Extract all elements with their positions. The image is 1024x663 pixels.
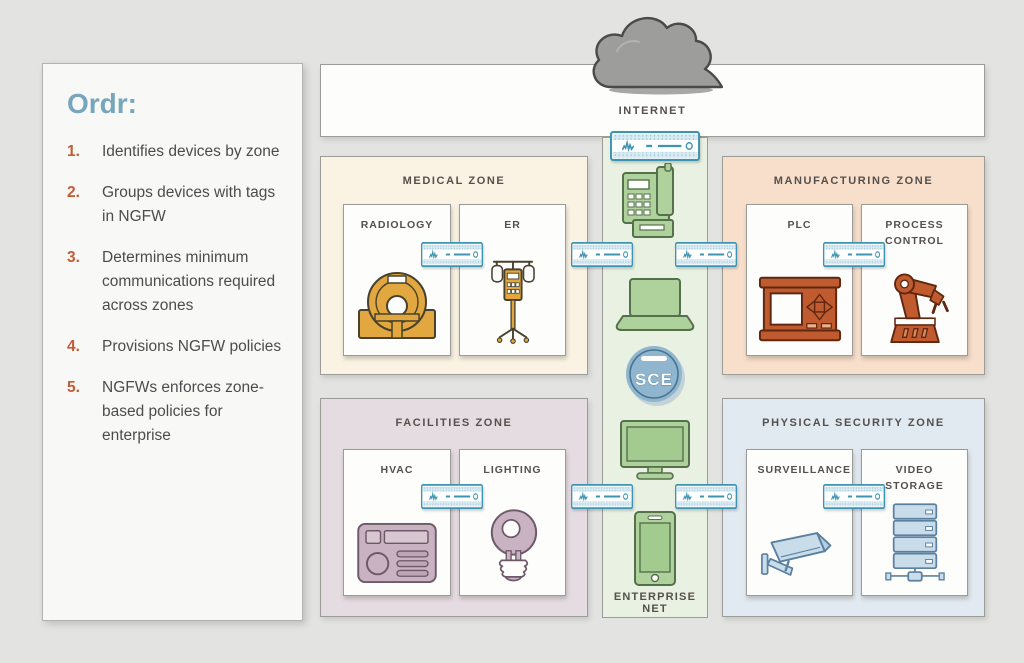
ngfw-firewall-icon [675, 484, 737, 509]
list-item-number: 1. [67, 143, 80, 160]
list-item [67, 335, 286, 359]
device-box-radiology [343, 204, 451, 356]
device-label: SURVEILLANCE [757, 464, 851, 476]
device-label: PROCESS CONTROL [885, 219, 944, 247]
device-label: HVAC [380, 464, 414, 476]
voip-phone-icon [613, 163, 697, 241]
ngfw-firewall-icon [421, 242, 483, 267]
robot-arm-icon [875, 264, 955, 344]
list-item-number: 4. [67, 338, 80, 356]
device-box-surveillance [746, 449, 853, 596]
laptop-icon [615, 277, 695, 333]
cctv-camera-icon [760, 526, 840, 584]
list-item-number: 2. [67, 184, 80, 202]
device-label: PLC [787, 219, 812, 231]
light-bulb-icon [486, 506, 540, 584]
smartphone-icon [631, 510, 679, 588]
list-item-text: Groups devices with tags in NGFW [102, 184, 276, 226]
zone-title: MANUFACTURING ZONE [773, 175, 934, 187]
device-box-process-control [861, 204, 968, 356]
ngfw-firewall-icon [421, 484, 483, 509]
enterprise-net-label: ENTERPRISE NET [613, 591, 697, 615]
mri-scanner-icon [355, 264, 439, 344]
ngfw-firewall-icon [571, 242, 633, 267]
device-box-video-storage [861, 449, 968, 596]
list-item-text: NGFWs enforces zone-based policies for enterprise [102, 379, 264, 445]
server-stack-icon [884, 502, 946, 584]
zone-title: MEDICAL ZONE [402, 175, 506, 187]
monitor-icon [615, 419, 695, 481]
ngfw-firewall-icon [823, 242, 885, 267]
sce-badge-icon [624, 344, 686, 408]
ngfw-firewall-icon [571, 484, 633, 509]
device-box-lighting [459, 449, 566, 596]
ngfw-firewall-icon [610, 131, 700, 161]
panel-title: Ordr: [67, 88, 137, 119]
zone-title: PHYSICAL SECURITY ZONE [762, 417, 945, 429]
list-item [67, 140, 286, 164]
device-box-hvac [343, 449, 451, 596]
cloud-icon [583, 5, 723, 99]
list-item-number: 3. [67, 249, 80, 267]
enterprise-net-column [602, 137, 708, 618]
device-label: VIDEO STORAGE [885, 464, 944, 492]
hvac-controller-icon [356, 522, 438, 584]
list-item-number: 5. [67, 379, 80, 397]
plc-controller-icon [758, 274, 842, 344]
list-item-text: Identifies devices by zone [102, 143, 280, 160]
device-label: RADIOLOGY [360, 219, 434, 231]
device-label: ER [504, 219, 521, 231]
device-box-er [459, 204, 566, 356]
sce-label: SCE [635, 370, 673, 389]
device-box-plc [746, 204, 853, 356]
iv-pump-icon [484, 256, 542, 344]
list-item [67, 376, 286, 448]
list-item-text: Determines minimum communications required across zones [102, 249, 276, 315]
ordr-steps-panel [42, 63, 303, 621]
internet-label: INTERNET [618, 105, 687, 117]
device-label: LIGHTING [483, 464, 542, 476]
list-item [67, 246, 286, 318]
zone-title: FACILITIES ZONE [395, 417, 513, 429]
ngfw-firewall-icon [675, 242, 737, 267]
list-item [67, 181, 286, 229]
ngfw-firewall-icon [823, 484, 885, 509]
list-item-text: Provisions NGFW policies [102, 338, 282, 356]
